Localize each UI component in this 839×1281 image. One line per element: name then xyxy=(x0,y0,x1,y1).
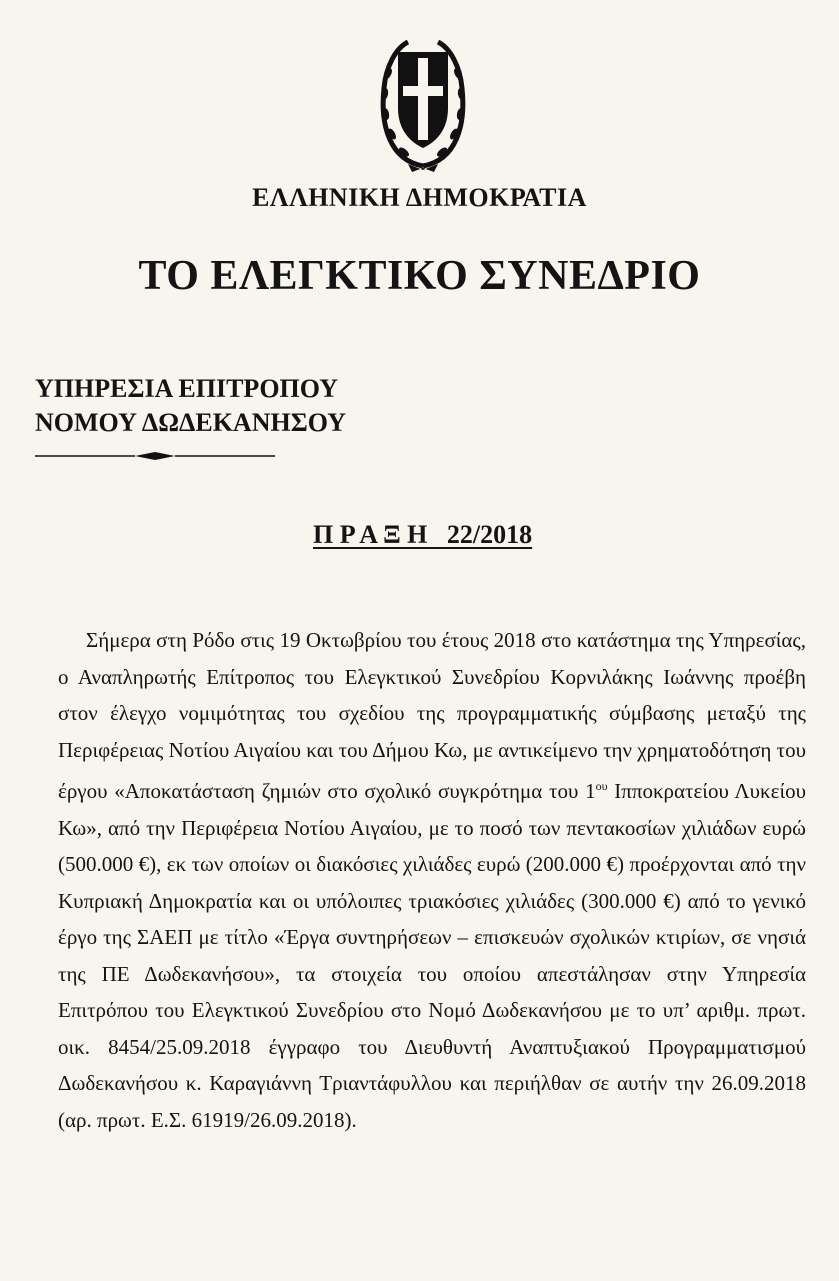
court-title: ΤΟ ΕΛΕΓΚΤΙΚΟ ΣΥΝΕΔΡΙΟ xyxy=(138,253,701,299)
service-line-2: ΝΟΜΟΥ ΔΩΔΕΚΑΝΗΣΟΥ xyxy=(35,408,347,437)
republic-heading: ΕΛΛΗΝΙΚΗ ΔΗΜΟΚΡΑΤΙΑ xyxy=(252,183,587,212)
body-text-part-2: Ιπποκρατείου Λυκείου Κω», από την Περιφέρεια Νοτίου Αιγαίου, με το ποσό των πεντακοσίων χιλιάδων ευρώ (500.000 €), εκ των οποίων οι διακόσιες χιλιάδες ευρώ (200.000 €) προέρχονται από την Κυπριακή Δημοκρατία και οι υπόλοιπες τριακόσιες χιλιάδες (300.000 €) από το γενικό έργο της ΣΑΕΠ με τίτλο «Έργα συντηρήσεων – επισκευών σχολικών κτιρίων, σε νησιά της ΠΕ Δωδεκανήσου», τα στοιχεία του οποίου απεστάλησαν στην Υπηρεσία Επιτρόπου του Ελεγκτικού Συνεδρίου στο Νομό Δωδεκανήσου με το υπ’ αριθμ. πρωτ. οικ. 8454/25.09.2018 έγγραφο του Διευθυντή Αναπτυξιακού Προγραμματισμού Δωδεκανήσου κ. Καραγιάννη Τριαντάφυλλου και περιήλθαν σε αυτήν την 26.09.2018 (αρ. πρωτ. Ε.Σ. 61919/26.09.2018). xyxy=(58,779,806,1132)
body-paragraph xyxy=(58,622,806,1138)
greek-coat-of-arms-icon xyxy=(378,38,468,174)
body-text-part-1: Σήμερα στη Ρόδο στις 19 Οκτωβρίου του έτους 2018 στο κατάστημα της Υπηρεσίας, ο Αναπληρωτής Επίτροπος του Ελεγκτικού Συνεδρίου Κορνιλάκης Ιωάννης προέβη στον έλεγχο νομιμότητας του σχεδίου της προγραμματικής σύμβασης μεταξύ της Περιφέρειας Νοτίου Αιγαίου και του Δήμου Κω, με αντικείμενο την χρηματοδότηση του έργου «Αποκατάσταση ζημιών στο σχολικό συγκρότημα του 1 xyxy=(58,628,806,803)
service-line-1: ΥΠΗΡΕΣΙΑ ΕΠΙΤΡΟΠΟΥ xyxy=(35,374,339,403)
ornamental-divider xyxy=(35,448,275,464)
act-title: Π Ρ Α Ξ Η 22/2018 xyxy=(313,520,533,549)
service-heading xyxy=(35,372,346,440)
ordinal-superscript: ου xyxy=(595,779,608,793)
